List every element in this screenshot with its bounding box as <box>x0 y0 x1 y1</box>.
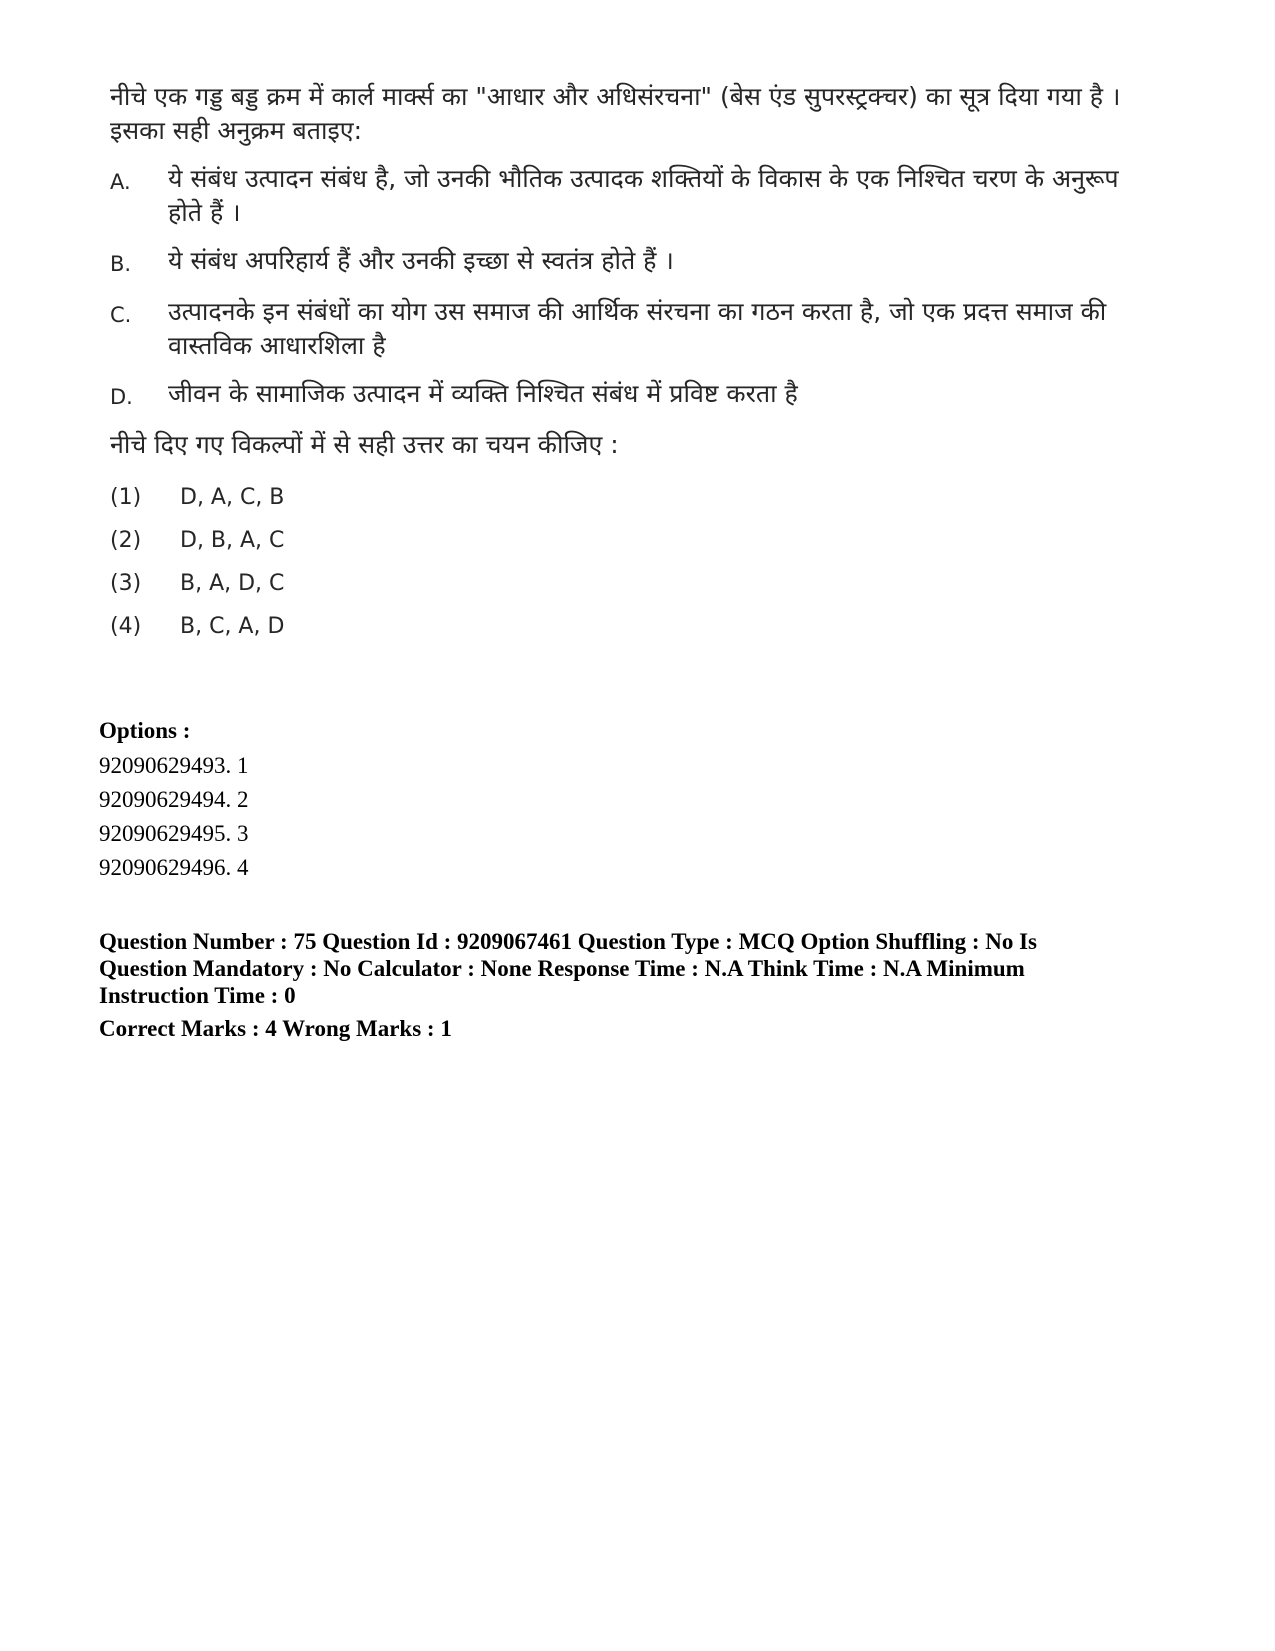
statement-letter: A. <box>110 170 131 194</box>
question-intro: नीचे एक गड्ड बड्ड क्रम में कार्ल मार्क्स का "आधार और अधिसंरचना" (बेस एंड सुपरस्ट्रक्चर) का सूत्र दिया गया है । इसका सही अनुक्रम बताइए: <box>110 82 1121 145</box>
meta-line: Question Number : 75 Question Id : 9209067461 Question Type : MCQ Option Shuffling : No Is <box>99 929 1038 954</box>
statement-text: ये संबंध अपरिहार्य हैं और उनकी इच्छा से स्वतंत्र होते हैं । <box>168 246 674 275</box>
statement-c <box>110 295 1130 363</box>
choice-number: (2) <box>110 528 142 553</box>
option-item: 92090629494. 2 <box>99 787 249 812</box>
statement-letter: B. <box>110 252 132 276</box>
choice-item <box>110 570 1130 598</box>
statement-text: जीवन के सामाजिक उत्पादन में व्यक्ति निश्चित संबंध में प्रविष्ट करता है <box>168 379 798 408</box>
option-item: 92090629496. 4 <box>99 855 249 880</box>
choice-item <box>110 613 1130 641</box>
options-heading: Options : <box>99 718 191 743</box>
statement-a <box>110 162 1130 230</box>
select-prompt: नीचे दिए गए विकल्पों में से सही उत्तर का चयन कीजिए : <box>110 430 619 459</box>
question-image <box>110 80 1130 641</box>
question-meta <box>99 928 1159 1009</box>
statement-text: उत्पादनके इन संबंधों का योग उस समाज की आर्थिक संरचना का गठन करता है, जो एक प्रदत्त समाज की वास्तविक आधारशिला है <box>168 297 1107 360</box>
choice-item <box>110 484 1130 512</box>
marks-line: Correct Marks : 4 Wrong Marks : 1 <box>99 1016 452 1041</box>
choice-number: (4) <box>110 614 142 639</box>
statement-d <box>110 377 1130 414</box>
choice-text: B, C, A, D <box>180 614 285 639</box>
choice-text: D, B, A, C <box>180 528 285 553</box>
statement-b <box>110 244 1130 281</box>
statement-letter: D. <box>110 385 133 409</box>
choice-text: B, A, D, C <box>180 571 285 596</box>
option-item: 92090629495. 3 <box>99 821 249 846</box>
statement-letter: C. <box>110 303 132 327</box>
option-item: 92090629493. 1 <box>99 753 249 778</box>
meta-line: Question Mandatory : No Calculator : None Response Time : N.A Think Time : N.A Minimum <box>99 956 1025 981</box>
choice-number: (1) <box>110 485 142 510</box>
meta-line: Instruction Time : 0 <box>99 983 296 1008</box>
choice-text: D, A, C, B <box>180 485 285 510</box>
choice-number: (3) <box>110 571 142 596</box>
choice-item <box>110 527 1130 555</box>
statement-text: ये संबंध उत्पादन संबंध है, जो उनकी भौतिक उत्पादक शक्तियों के विकास के एक निश्चित चरण के अनुरूप होते हैं । <box>168 164 1119 227</box>
choice-list <box>110 484 1130 641</box>
option-list <box>99 749 249 885</box>
